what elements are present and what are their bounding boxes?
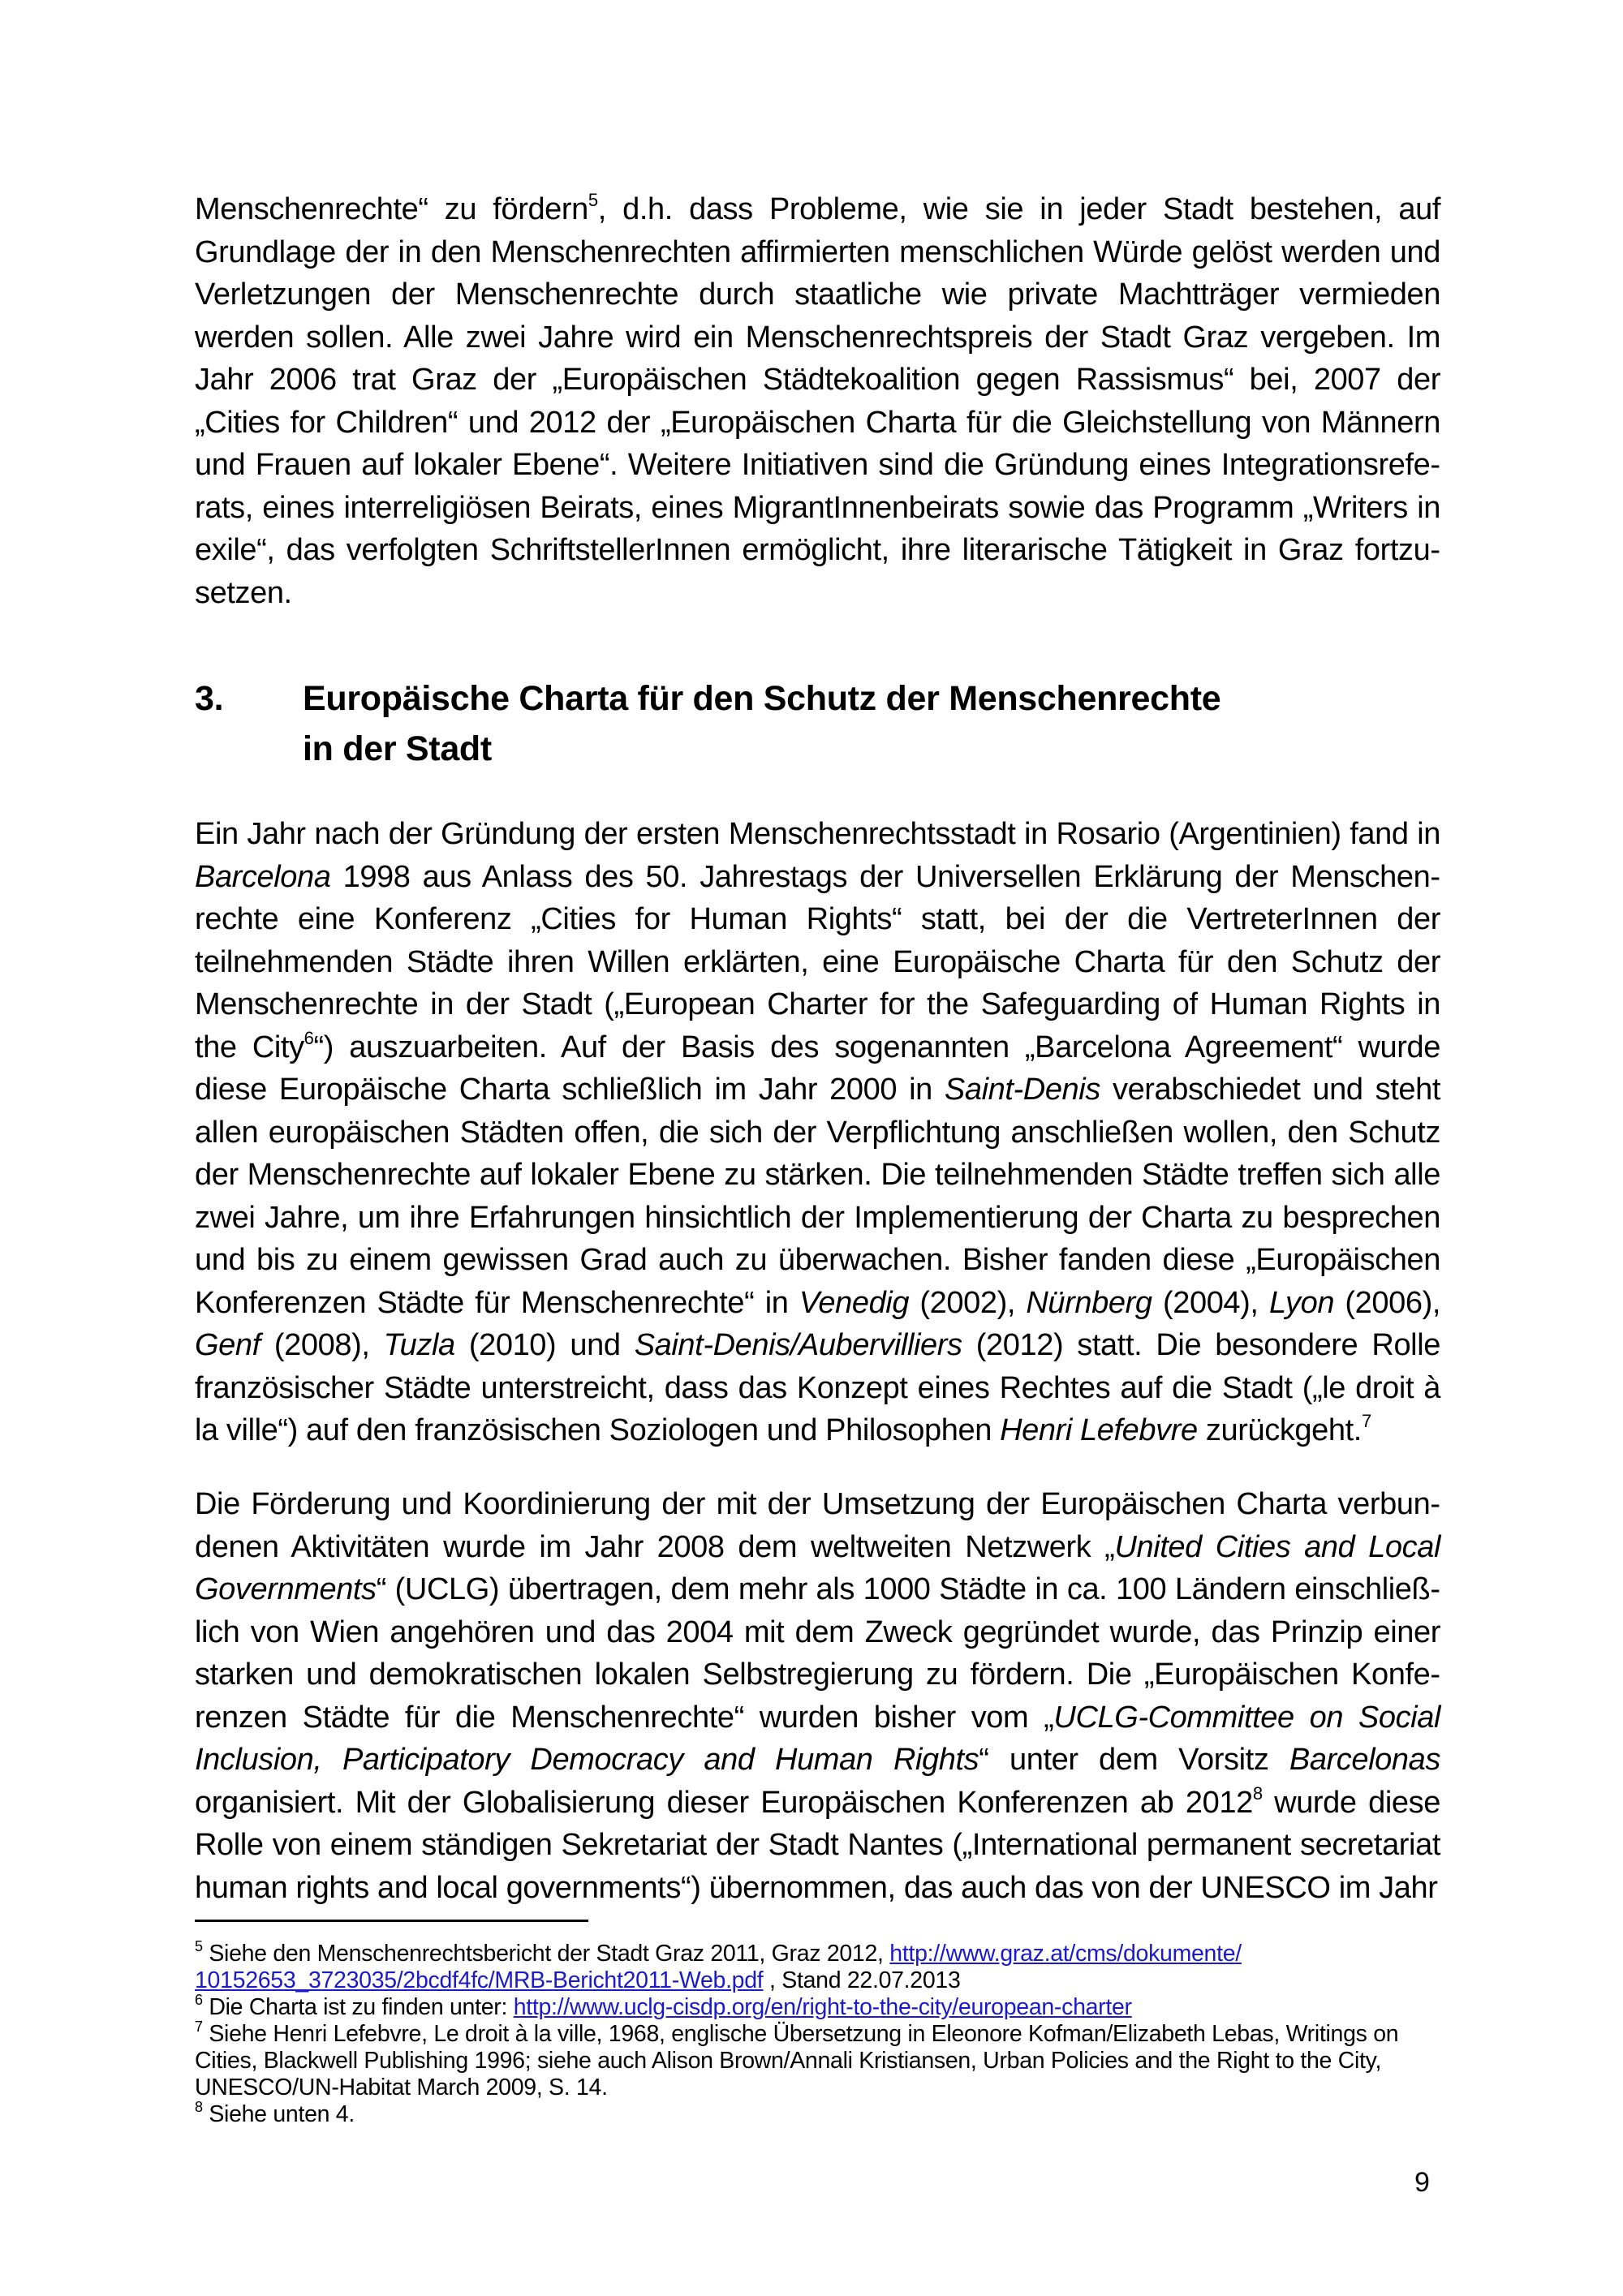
text-run: “ unter dem Vorsitz	[979, 1743, 1289, 1777]
text-run: (2010) und	[454, 1328, 635, 1362]
text-run: organisiert. Mit der Globalisierung dieser Europäischen Konferenzen ab 2012	[195, 1785, 1253, 1820]
footnote-link[interactable]: 10152653_3723035/2bcdf4fc/MRB-Bericht2011-Web.pdf	[195, 1967, 764, 1993]
paragraph-european-charter	[195, 813, 1440, 1452]
footnote-number: 5	[195, 1938, 203, 1954]
italic-run: United Cities and Local Governments	[195, 1529, 1440, 1606]
italic-run: Saint-Denis	[944, 1073, 1100, 1107]
italic-run: UCLG-Committee on Social Inclusion, Participatory Democracy and Human Rights	[195, 1700, 1440, 1777]
text-run: (2004),	[1152, 1285, 1269, 1320]
paragraph-uclg	[195, 1483, 1440, 1909]
text-run: verabschiedet und steht allen europäischen Städten offen, die sich der Verpflichtung anschließen wollen, den Schutz der Menschenrechte auf lokaler Ebene zu stärken. Die teilnehmenden Städte treffen sich alle zwei Jahre, um ihre Erfahrungen hinsichtlich der Implementierung der Charta zu besprechen und bis zu einem gewissen Grad auch zu überwachen. Bisher fanden diese „Europäischen Konferenzen Städte für Menschenrechte“ in	[195, 1073, 1441, 1320]
section-number: 3.	[195, 679, 224, 718]
footnote-link[interactable]: http://www.graz.at/cms/dokumente/	[889, 1941, 1242, 1967]
italic-run: Henri Lefebvre	[1000, 1413, 1198, 1447]
section-title-line-2: in der Stadt	[303, 729, 492, 768]
footnote-6	[195, 1994, 1444, 2021]
italic-run: Barcelonas	[1289, 1743, 1440, 1777]
footnote-link[interactable]: http://www.uclg-cisdp.org/en/right-to-the-city/european-charter	[513, 1994, 1132, 2020]
italic-run: Saint-Denis/Aubervilliers	[634, 1328, 962, 1362]
footnote-ref-8[interactable]: 8	[1252, 1782, 1263, 1804]
text-run: wurde diese Rolle von einem ständigen Sekretariat der Stadt Nantes („International permanent secretariat human rights and local governments“) übernommen, das auch das von der UNESCO im Jahr	[195, 1785, 1440, 1905]
paragraph-graz-initiatives	[195, 188, 1440, 614]
section-title-line-1: Europäische Charta für den Schutz der Menschenrechte	[303, 679, 1221, 718]
italic-run: Barcelona	[195, 859, 331, 894]
footnote-8	[195, 2101, 1444, 2128]
page-number: 9	[1414, 2167, 1430, 2198]
footnote-text: Die Charta ist zu finden unter:	[202, 1994, 514, 2020]
text-run: (2006),	[1334, 1285, 1441, 1320]
footnote-text: Siehe den Menschenrechtsbericht der Stadt Graz 2011, Graz 2012,	[202, 1941, 890, 1967]
footnotes	[195, 1938, 1444, 2128]
italic-run: Lyon	[1268, 1285, 1335, 1320]
text-run: “) auszuarbeiten. Auf der Basis des sogenannten „Barcelona Agreement“ wurde diese Europäische Charta schließlich im Jahr 2000 in	[195, 1030, 1440, 1107]
footnote-ref-6[interactable]: 6	[304, 1027, 314, 1048]
footnote-ref-5[interactable]: 5	[588, 190, 598, 210]
footnote-text: Siehe Henri Lefebvre, Le droit à la ville, 1968, englische Übersetzung in Eleonore Kofman/Elizabeth Lebas, Writings on Cities, Blackwell Publishing 1996; siehe auch Alison Brown/Annali Kristiansen, Urban Policies and the Right to the City, UNESCO/UN-Habitat March 2009, S. 14.	[195, 2021, 1399, 2100]
footnote-text: Siehe unten 4.	[202, 2101, 355, 2127]
italic-run: Genf	[195, 1328, 260, 1362]
footnote-ref-7[interactable]: 7	[1361, 1411, 1371, 1431]
footnote-text: , Stand 22.07.2013	[763, 1967, 961, 1993]
text-run: , d.h. dass Probleme, wie sie in jeder Stadt bestehen, auf Grundlage der in den Menschenrechten affirmierten menschlichen Würde gelöst werden und Verletzungen der Menschenrechte durch staatliche wie private Machtträger vermieden werden sollen. Alle zwei Jahre wird ein Menschenrechtspreis der Stadt Graz vergeben. Im Jahr 2006 trat Graz der „Europäischen Städtekoalition gegen Rassismus“ bei, 2007 der „Cities for Children“ und 2012 der „Europäischen Charta für die Gleichstellung von Männern und Frauen auf lokaler Ebene“. Weitere Initiativen sind die Gründung eines Integrationsreferats, eines interreligiösen Beirats, eines MigrantInnenbeirats sowie das Programm „Writers in exile“, das verfolgten SchriftstellerInnen ermöglicht, ihre literarische Tätigkeit in Graz fortzusetzen.	[195, 192, 1441, 610]
footnote-number: 7	[195, 2019, 203, 2035]
footnote-number: 6	[195, 1992, 203, 2008]
footnote-5	[195, 1938, 1444, 1994]
italic-run: Tuzla	[383, 1328, 455, 1362]
footnote-7	[195, 2021, 1444, 2101]
text-run: (2002),	[909, 1285, 1027, 1320]
italic-run: Venedig	[799, 1285, 910, 1320]
text-run: 1998 aus Anlass des 50. Jahrestags der Universellen Erklärung der Menschenrechte eine Konferenz „Cities for Human Rights“ statt, bei der die VertreterInnen der teilnehmenden Städte ihren Willen erklärten, eine Europäische Charta für den Schutz der Menschenrechte in der Stadt („European Charter for the Safeguarding of Human Rights in the City	[195, 859, 1440, 1064]
text-run: Menschenrechte“ zu fördern	[195, 192, 588, 226]
section-title	[303, 673, 1358, 774]
footnote-number: 8	[195, 2099, 203, 2115]
text-run: Ein Jahr nach der Gründung der ersten Menschenrechtsstadt in Rosario (Argentinien) fand in	[195, 817, 1440, 851]
text-run: “ (UCLG) übertragen, dem mehr als 1000 Städte in ca. 100 Ländern einschließlich von Wien angehören und das 2004 mit dem Zweck gegründet wurde, das Prinzip einer starken und demokratischen lokalen Selbstregierung zu fördern. Die „Europäischen Konferenzen Städte für die Menschenrechte“ wurden bisher vom „	[195, 1572, 1440, 1735]
text-run: Die Förderung und Koordinierung der mit der Umsetzung der Europäischen Charta verbundenen Aktivitäten wurde im Jahr 2008 dem weltweiten Netzwerk „	[195, 1487, 1440, 1564]
text-run: (2012) statt. Die besondere Rolle französischer Städte unterstreicht, dass das Konzept eines Rechtes auf die Stadt („le droit à la ville“) auf den französischen Soziologen und Philosophen	[195, 1328, 1440, 1447]
text-run: zurückgeht.	[1197, 1413, 1362, 1447]
footnote-separator	[195, 1920, 588, 1922]
text-run: (2008),	[260, 1328, 384, 1362]
italic-run: Nürnberg	[1026, 1285, 1152, 1320]
